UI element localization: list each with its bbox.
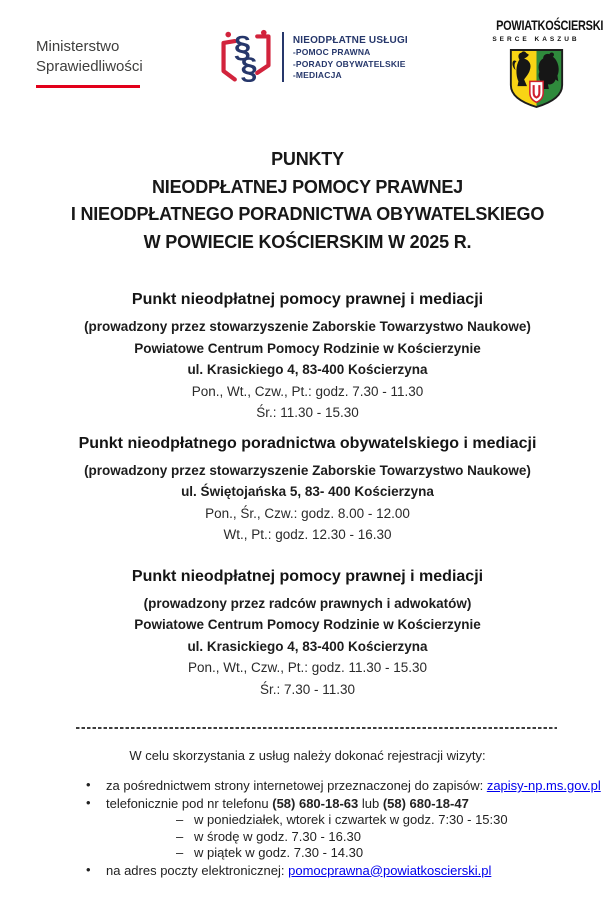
- section-heading: Punkt nieodpłatnej pomocy prawnej i mediacji: [131, 567, 484, 585]
- phone-hours-line: [106, 845, 615, 862]
- section-schedule-line: Pon., Wt., Czw., Pt.: godz. 7.30 - 11.30: [191, 383, 424, 399]
- legal-aid-point-section-1: [0, 289, 615, 424]
- registration-intro: W celu skorzystania z usług należy dokonać rejestracji wizyty:: [129, 748, 486, 763]
- registration-option-phone: [85, 795, 615, 862]
- services-logo-item: -POMOC PRAWNA: [292, 47, 371, 58]
- section-schedule-line: Wt., Pt.: godz. 12.30 - 16.30: [223, 527, 392, 542]
- title-line: PUNKTY: [271, 149, 344, 169]
- section-provider: (prowadzony przez radców prawnych i adwokatów): [143, 595, 472, 611]
- section-schedule-line: Pon., Wt., Czw., Pt.: godz. 11.30 - 15.30: [187, 660, 428, 675]
- page-title: [0, 146, 615, 256]
- phone-hours-line: [106, 812, 615, 829]
- web-option-text: za pośrednictwem strony internetowej przeznaczonej do zapisów:: [106, 778, 487, 793]
- phone-connector: lub: [358, 795, 383, 811]
- bullet-icon: •: [86, 861, 91, 877]
- section-location: Powiatowe Centrum Pomocy Rodzinie w Kościerzynie: [134, 340, 481, 356]
- svg-text:§: §: [233, 29, 251, 64]
- svg-text:§: §: [240, 50, 258, 86]
- phone-number-1: (58) 680-18-63: [272, 795, 359, 811]
- section-schedule-line: Śr.: 11.30 - 15.30: [256, 405, 359, 420]
- koscierski-county-logo: [481, 17, 604, 110]
- section-schedule-line: Pon., Śr., Czw.: godz. 8.00 - 12.00: [205, 505, 410, 521]
- phone-hours-text: w środę w godz. 7.30 - 16.30: [194, 828, 361, 844]
- title-line: NIEODPŁATNEJ POMOCY PRAWNEJ: [152, 176, 463, 197]
- signup-website-link[interactable]: zapisy-np.ms.gov.pl: [486, 778, 601, 793]
- phone-hours-text: w poniedziałek, wtorek i czwartek w godz. 7:30 - 15:30: [194, 812, 508, 827]
- services-logo-item: -MEDIACJA: [292, 70, 342, 81]
- section-address: ul. Krasickiego 4, 83-400 Kościerzyna: [187, 362, 428, 377]
- legal-aid-point-section-3: [0, 566, 615, 701]
- phone-hours-line: [106, 829, 615, 846]
- dash-icon: –: [176, 845, 184, 860]
- paragraph-book-icon: [216, 28, 276, 86]
- ministry-logo-red-bar: [36, 85, 140, 88]
- registration-options-list: [85, 777, 615, 879]
- header-logos: [0, 0, 615, 124]
- dash-icon: –: [176, 828, 184, 844]
- dashed-divider: [76, 727, 557, 729]
- ministry-logo-line1: Ministerstwo: [36, 38, 120, 55]
- section-address: ul. Świętojańska 5, 83- 400 Kościerzyna: [181, 484, 434, 499]
- county-logo-name: POWIATKOŚCIERSKI: [496, 17, 604, 33]
- logo-divider-line: [282, 32, 284, 82]
- section-heading: Punkt nieodpłatnej pomocy prawnej i mediacji: [131, 291, 484, 308]
- section-heading: Punkt nieodpłatnego poradnictwa obywatelskiego i mediacji: [78, 434, 537, 452]
- bullet-icon: •: [86, 794, 91, 810]
- section-provider: (prowadzony przez stowarzyszenie Zaborskie Towarzystwo Naukowe): [84, 462, 531, 478]
- title-line: W POWIECIE KOŚCIERSKIM W 2025 R.: [143, 231, 472, 252]
- bullet-icon: •: [86, 777, 91, 792]
- phone-hours-text: w piątek w godz. 7.30 - 14.30: [194, 845, 364, 860]
- legal-aid-point-section-2: [0, 433, 615, 546]
- title-line: I NIEODPŁATNEGO PORADNICTWA OBYWATELSKIEGO: [70, 204, 545, 224]
- services-logo-title: NIEODPŁATNE USŁUGI: [292, 35, 408, 47]
- dash-icon: –: [176, 812, 184, 827]
- phone-number-2: (58) 680-18-47: [382, 795, 469, 811]
- free-legal-services-logo: [216, 28, 408, 86]
- county-logo-motto: SERCE KASZUB: [492, 36, 580, 43]
- section-location: Powiatowe Centrum Pomocy Rodzinie w Kościerzynie: [134, 617, 481, 632]
- phone-option-prefix: telefonicznie pod nr telefonu: [106, 795, 273, 811]
- section-address: ul. Krasickiego 4, 83-400 Kościerzyna: [187, 638, 428, 654]
- registration-option-email: [85, 862, 615, 880]
- services-logo-item: -PORADY OBYWATELSKIE: [292, 58, 406, 69]
- email-link[interactable]: pomocprawna@powiatkoscierski.pl: [288, 862, 492, 878]
- section-provider: (prowadzony przez stowarzyszenie Zaborskie Towarzystwo Naukowe): [84, 319, 531, 334]
- registration-option-web: [85, 777, 615, 795]
- ministry-of-justice-logo: [36, 37, 143, 88]
- email-option-text: na adres poczty elektronicznej:: [106, 862, 289, 878]
- section-schedule-line: Śr.: 7.30 - 11.30: [259, 681, 356, 697]
- ministry-logo-line2: Sprawiedliwości: [36, 58, 143, 75]
- county-coat-of-arms-icon: [508, 47, 565, 110]
